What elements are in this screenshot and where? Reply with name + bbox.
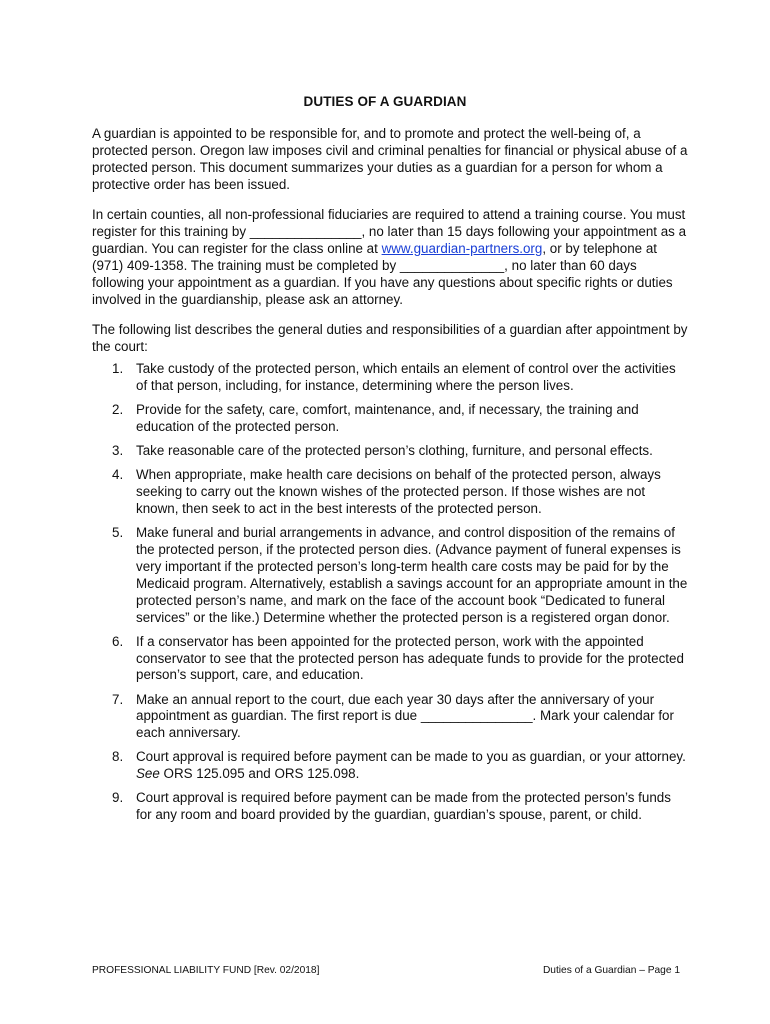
duty-item-7 — [92, 692, 688, 743]
duty-item-6 — [92, 634, 688, 685]
duty-number: 5. — [112, 525, 124, 540]
duty-number: 7. — [112, 691, 124, 707]
duty-text — [136, 749, 686, 781]
duty-number: 1. — [112, 361, 124, 376]
duty-text: Make funeral and burial arrangements in advance, and control disposition of the remains of the protected person, if the protected person dies. (Advance payment of funeral expenses is very important if the protected person’s long-term health care costs may be paid for by the Medicaid program. Alternatively, establish a savings account for an appropriate amount in the protected person’s name, and mark on the face of the account book “Dedicated to funeral services” or the like.) Determine whether the protected person is a registered organ donor. — [136, 525, 688, 625]
duty-number: 3. — [112, 443, 124, 458]
duty-text: If a conservator has been appointed for the protected person, work with the appointed conservator to see that the protected person has adequate funds to provide for the protected person’s support, care, and education. — [136, 633, 684, 683]
training-paragraph — [92, 207, 688, 308]
duty-number: 9. — [112, 790, 124, 806]
duty-text-after-italic: ORS 125.095 and ORS 125.098. — [159, 766, 360, 782]
list-intro-paragraph: The following list describes the general duties and responsibilities of a guardian after appointment by the court: — [92, 322, 688, 354]
duty-text: Make an annual report to the court, due each year 30 days after the anniversary of your appointment as guardian. The first report is due _______________. Mark your calendar for each anniversary. — [136, 691, 674, 741]
duty-number: 6. — [112, 633, 124, 649]
duty-item-1 — [92, 361, 688, 395]
duty-item-3 — [92, 443, 688, 460]
footer-left: PROFESSIONAL LIABILITY FUND [Rev. 02/2018] — [92, 965, 320, 976]
duty-item-2 — [92, 402, 688, 436]
duty-text: Court approval is required before payment can be made from the protected person’s funds for any room and board provided by the guardian, guardian’s spouse, parent, or child. — [136, 790, 671, 823]
duty-number: 8. — [112, 749, 124, 765]
duty-number: 2. — [112, 402, 124, 417]
duty-item-4 — [92, 467, 688, 518]
training-text-after-link: , or by telephone at (971) 409-1358. The training must be completed by ______________, no later than 60 days following your appointment as a guardian. If you have any questions about specific rights or duties involved in the guardianship, please ask an attorney. — [92, 240, 673, 307]
duty-number: 4. — [112, 467, 124, 483]
duty-text: When appropriate, make health care decisions on behalf of the protected person, always seeking to carry out the known wishes of the protected person. If those wishes are not known, then seek to act in the best interests of the protected person. — [136, 467, 661, 516]
duty-text-before-italic: Court approval is required before payment can be made to you as guardian, or your attorney. — [136, 749, 686, 765]
footer-right: Duties of a Guardian – Page 1 — [542, 965, 680, 976]
duties-list — [92, 361, 688, 831]
duty-item-5 — [92, 525, 688, 626]
duty-text: Provide for the safety, care, comfort, maintenance, and, if necessary, the training and education of the protected person. — [136, 402, 639, 434]
guardian-partners-link[interactable]: www.guardian-partners.org — [381, 240, 543, 256]
intro-paragraph: A guardian is appointed to be responsible for, and to promote and protect the well-being of, a protected person. Oregon law imposes civil and criminal penalties for financial or physical abuse of a protected person. This document summarizes your duties as a guardian for a person for whom a protective order has been issued. — [92, 126, 688, 192]
page-title: DUTIES OF A GUARDIAN — [303, 94, 467, 109]
duty-item-9 — [92, 790, 688, 824]
duty-text: Take custody of the protected person, which entails an element of control over the activities of that person, including, for instance, determining where the person lives. — [136, 361, 676, 393]
duty-item-8 — [92, 749, 688, 783]
training-text-before-link: In certain counties, all non-professional fiduciaries are required to attend a training course. You must register for this training by _______________, no later than 15 days following your appointment as a guardian. You can register for the class online at — [92, 207, 687, 256]
duty-text-italic: See — [136, 766, 160, 782]
duty-text: Take reasonable care of the protected person’s clothing, furniture, and personal effects. — [136, 443, 653, 458]
